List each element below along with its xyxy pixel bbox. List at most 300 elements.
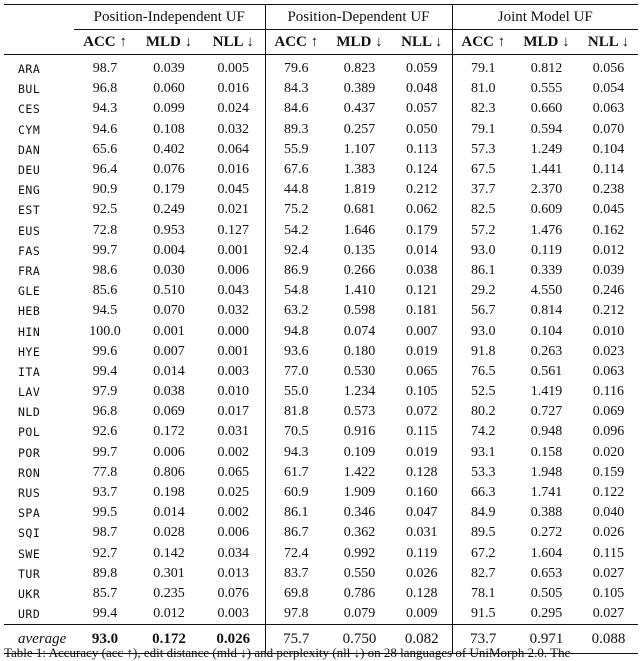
table-row xyxy=(4,120,638,140)
value-cell: 0.000 xyxy=(217,323,249,339)
language-code: FRA xyxy=(18,263,41,278)
value-cell: 0.122 xyxy=(592,485,625,501)
value-cell: 0.437 xyxy=(343,101,376,117)
language-code: ARA xyxy=(18,62,41,77)
value-cell: 0.050 xyxy=(406,121,438,137)
value-cell: 0.006 xyxy=(217,525,249,541)
value-cell: 0.505 xyxy=(530,585,563,601)
value-cell: 98.7 xyxy=(92,525,118,541)
value-cell: 0.530 xyxy=(343,363,376,379)
value-cell: 67.6 xyxy=(265,160,327,180)
value-cell: 0.598 xyxy=(343,303,376,319)
table-body xyxy=(4,55,638,654)
value-cell: 0.814 xyxy=(530,303,563,319)
value-cell: 0.070 xyxy=(592,121,625,137)
value-cell: 0.212 xyxy=(592,303,625,319)
value-cell: 0.105 xyxy=(592,585,625,601)
value-cell: 90.9 xyxy=(92,182,118,198)
value-cell: 0.179 xyxy=(406,222,438,238)
value-cell: 0.026 xyxy=(216,630,251,647)
value-cell: 98.6 xyxy=(92,262,118,278)
language-code: CES xyxy=(18,102,41,117)
value-cell: 0.104 xyxy=(530,323,563,339)
value-cell: 0.806 xyxy=(153,464,185,480)
value-cell: 1.383 xyxy=(343,162,376,178)
value-cell: 73.7 xyxy=(452,625,514,654)
value-cell: 81.8 xyxy=(265,402,327,422)
value-cell: 0.128 xyxy=(406,585,438,601)
metric-header: ACC ↑ xyxy=(265,30,327,55)
value-cell: 0.082 xyxy=(404,630,439,647)
value-cell: 0.609 xyxy=(530,202,563,218)
value-cell: 53.3 xyxy=(452,463,514,483)
language-code: HYE xyxy=(18,344,41,359)
value-cell: 0.032 xyxy=(217,303,249,319)
value-cell: 0.027 xyxy=(592,565,625,581)
language-code: RUS xyxy=(18,486,41,501)
value-cell: 1.819 xyxy=(343,182,376,198)
value-cell: 94.5 xyxy=(92,303,118,319)
value-cell: 0.088 xyxy=(591,630,626,647)
table-row xyxy=(4,564,638,584)
value-cell: 0.119 xyxy=(531,242,562,258)
value-cell: 0.128 xyxy=(406,464,438,480)
value-cell: 0.065 xyxy=(217,464,249,480)
value-cell: 0.069 xyxy=(592,404,625,420)
value-cell: 44.8 xyxy=(265,180,327,200)
value-cell: 1.422 xyxy=(343,464,376,480)
value-cell: 74.2 xyxy=(452,422,514,442)
value-cell: 100.0 xyxy=(89,323,121,339)
value-cell: 0.031 xyxy=(406,525,438,541)
value-cell: 0.013 xyxy=(217,565,249,581)
value-cell: 0.056 xyxy=(592,61,625,77)
value-cell: 0.115 xyxy=(406,424,438,440)
value-cell: 89.8 xyxy=(92,565,118,581)
value-cell: 0.019 xyxy=(406,444,438,460)
value-cell: 0.653 xyxy=(530,565,563,581)
value-cell: 0.108 xyxy=(153,121,185,137)
value-cell: 0.510 xyxy=(153,283,185,299)
value-cell: 75.7 xyxy=(265,625,327,654)
value-cell: 84.6 xyxy=(265,99,327,119)
table-row xyxy=(4,463,638,483)
value-cell: 0.038 xyxy=(153,384,185,400)
language-code: GLE xyxy=(18,284,41,299)
value-cell: 0.104 xyxy=(592,141,625,157)
average-label: average xyxy=(18,630,67,647)
value-cell: 93.0 xyxy=(452,321,514,341)
value-cell: 0.079 xyxy=(343,606,376,622)
value-cell: 82.3 xyxy=(452,99,514,119)
value-cell: 0.339 xyxy=(530,262,563,278)
value-cell: 85.7 xyxy=(92,585,118,601)
value-cell: 86.1 xyxy=(452,261,514,281)
value-cell: 0.063 xyxy=(592,101,625,117)
value-cell: 0.002 xyxy=(217,444,249,460)
value-cell: 0.020 xyxy=(592,444,625,460)
language-code: EUS xyxy=(18,223,41,238)
value-cell: 79.1 xyxy=(452,120,514,140)
value-cell: 81.0 xyxy=(452,79,514,99)
value-cell: 0.026 xyxy=(592,525,625,541)
value-cell: 1.441 xyxy=(530,162,563,178)
value-cell: 0.295 xyxy=(530,606,563,622)
value-cell: 96.4 xyxy=(92,162,118,178)
value-cell: 0.812 xyxy=(530,61,563,77)
value-cell: 0.032 xyxy=(217,121,249,137)
value-cell: 0.017 xyxy=(217,404,249,420)
value-cell: 0.030 xyxy=(153,262,185,278)
value-cell: 65.6 xyxy=(92,141,118,157)
value-cell: 0.045 xyxy=(592,202,625,218)
value-cell: 70.5 xyxy=(265,422,327,442)
value-cell: 1.646 xyxy=(343,222,376,238)
value-cell: 0.001 xyxy=(217,242,249,258)
value-cell: 0.047 xyxy=(406,505,438,521)
value-cell: 0.025 xyxy=(217,485,249,501)
language-code: FAS xyxy=(18,243,41,258)
value-cell: 0.004 xyxy=(153,242,185,258)
value-cell: 0.561 xyxy=(530,363,563,379)
corner-cell xyxy=(4,5,74,30)
group-header: Joint Model UF xyxy=(452,5,638,30)
table-row xyxy=(4,422,638,442)
metric-header: NLL ↓ xyxy=(401,33,443,50)
value-cell: 67.5 xyxy=(452,160,514,180)
value-cell: 0.014 xyxy=(153,363,185,379)
results-table xyxy=(4,4,638,654)
metric-header-row xyxy=(4,30,638,55)
table-row xyxy=(4,241,638,261)
value-cell: 0.198 xyxy=(153,485,185,501)
group-header-row xyxy=(4,5,638,30)
value-cell: 0.012 xyxy=(153,606,185,622)
metric-header: NLL ↓ xyxy=(587,33,630,50)
table-row xyxy=(4,180,638,200)
value-cell: 69.8 xyxy=(265,584,327,604)
value-cell: 91.5 xyxy=(452,604,514,625)
value-cell: 0.109 xyxy=(343,444,376,460)
value-cell: 0.119 xyxy=(406,545,438,561)
value-cell: 75.2 xyxy=(265,200,327,220)
language-code: RON xyxy=(18,465,41,480)
value-cell: 0.573 xyxy=(343,404,376,420)
table-row xyxy=(4,160,638,180)
table-row xyxy=(4,503,638,523)
value-cell: 72.4 xyxy=(265,544,327,564)
value-cell: 0.031 xyxy=(217,424,249,440)
table-row xyxy=(4,584,638,604)
language-code: POR xyxy=(18,445,41,460)
value-cell: 0.750 xyxy=(342,630,377,647)
value-cell: 0.076 xyxy=(217,585,249,601)
value-cell: 1.909 xyxy=(343,485,376,501)
metric-header: ACC ↑ xyxy=(83,33,127,50)
value-cell: 0.115 xyxy=(593,545,624,561)
value-cell: 92.4 xyxy=(265,241,327,261)
value-cell: 0.024 xyxy=(217,101,249,117)
value-cell: 86.1 xyxy=(265,503,327,523)
value-cell: 57.2 xyxy=(452,221,514,241)
value-cell: 0.060 xyxy=(153,81,185,97)
value-cell: 0.594 xyxy=(530,121,563,137)
value-cell: 4.550 xyxy=(530,283,563,299)
value-cell: 0.727 xyxy=(530,404,563,420)
value-cell: 82.7 xyxy=(452,564,514,584)
value-cell: 1.741 xyxy=(530,485,563,501)
value-cell: 0.072 xyxy=(406,404,438,420)
value-cell: 0.063 xyxy=(592,363,625,379)
value-cell: 0.550 xyxy=(343,565,376,581)
language-code: EST xyxy=(18,203,41,218)
value-cell: 1.249 xyxy=(530,141,563,157)
value-cell: 86.7 xyxy=(265,523,327,543)
table-row xyxy=(4,544,638,564)
value-cell: 99.6 xyxy=(92,343,118,359)
value-cell: 29.2 xyxy=(452,281,514,301)
value-cell: 0.786 xyxy=(343,585,376,601)
value-cell: 0.301 xyxy=(153,565,185,581)
value-cell: 0.002 xyxy=(217,505,249,521)
value-cell: 66.3 xyxy=(452,483,514,503)
value-cell: 0.389 xyxy=(343,81,376,97)
value-cell: 0.006 xyxy=(217,262,249,278)
value-cell: 0.034 xyxy=(217,545,249,561)
value-cell: 1.948 xyxy=(530,464,563,480)
value-cell: 0.823 xyxy=(343,61,376,77)
value-cell: 0.971 xyxy=(529,630,564,647)
value-cell: 0.096 xyxy=(592,424,625,440)
metric-header: ACC ↑ xyxy=(452,30,514,55)
value-cell: 0.003 xyxy=(217,606,249,622)
value-cell: 0.006 xyxy=(153,444,185,460)
metric-header: NLL ↓ xyxy=(212,33,254,50)
value-cell: 54.8 xyxy=(265,281,327,301)
value-cell: 1.410 xyxy=(343,283,376,299)
value-cell: 0.158 xyxy=(530,444,563,460)
value-cell: 0.953 xyxy=(153,222,185,238)
value-cell: 0.009 xyxy=(406,606,438,622)
value-cell: 92.7 xyxy=(92,545,118,561)
value-cell: 0.057 xyxy=(406,101,438,117)
value-cell: 0.948 xyxy=(530,424,563,440)
value-cell: 0.249 xyxy=(153,202,185,218)
value-cell: 0.010 xyxy=(217,384,249,400)
value-cell: 0.162 xyxy=(592,222,625,238)
value-cell: 2.370 xyxy=(530,182,563,198)
value-cell: 52.5 xyxy=(452,382,514,402)
value-cell: 94.3 xyxy=(265,443,327,463)
value-cell: 0.246 xyxy=(592,283,625,299)
table-row xyxy=(4,604,638,625)
value-cell: 0.005 xyxy=(217,61,249,77)
value-cell: 0.026 xyxy=(406,565,438,581)
value-cell: 0.916 xyxy=(343,424,376,440)
value-cell: 0.172 xyxy=(153,424,185,440)
value-cell: 0.402 xyxy=(153,141,185,157)
language-code: SWE xyxy=(18,546,41,561)
value-cell: 0.212 xyxy=(406,182,438,198)
value-cell: 0.272 xyxy=(530,525,563,541)
value-cell: 78.1 xyxy=(452,584,514,604)
language-code: CYM xyxy=(18,122,41,137)
value-cell: 80.2 xyxy=(452,402,514,422)
value-cell: 72.8 xyxy=(92,222,118,238)
value-cell: 0.069 xyxy=(153,404,185,420)
value-cell: 0.660 xyxy=(530,101,563,117)
value-cell: 0.019 xyxy=(406,343,438,359)
value-cell: 93.6 xyxy=(265,342,327,362)
value-cell: 0.099 xyxy=(153,101,185,117)
value-cell: 0.238 xyxy=(592,182,625,198)
value-cell: 0.135 xyxy=(343,242,376,258)
value-cell: 96.8 xyxy=(92,404,118,420)
table-row xyxy=(4,382,638,402)
table-row xyxy=(4,99,638,119)
value-cell: 0.062 xyxy=(406,202,438,218)
value-cell: 85.6 xyxy=(92,283,118,299)
value-cell: 0.023 xyxy=(592,343,625,359)
value-cell: 0.045 xyxy=(217,182,249,198)
language-code: HIN xyxy=(18,324,41,339)
value-cell: 0.555 xyxy=(530,81,563,97)
value-cell: 61.7 xyxy=(265,463,327,483)
value-cell: 99.7 xyxy=(92,242,118,258)
table-row xyxy=(4,443,638,463)
value-cell: 0.014 xyxy=(406,242,438,258)
value-cell: 0.142 xyxy=(153,545,185,561)
value-cell: 37.7 xyxy=(452,180,514,200)
value-cell: 0.180 xyxy=(343,343,376,359)
value-cell: 89.3 xyxy=(265,120,327,140)
value-cell: 79.1 xyxy=(452,55,514,80)
value-cell: 92.5 xyxy=(92,202,118,218)
value-cell: 0.012 xyxy=(592,242,625,258)
value-cell: 0.105 xyxy=(406,384,438,400)
table-row xyxy=(4,402,638,422)
value-cell: 0.116 xyxy=(593,384,624,400)
value-cell: 0.266 xyxy=(343,262,376,278)
value-cell: 84.9 xyxy=(452,503,514,523)
group-header: Position-Independent UF xyxy=(74,5,265,30)
value-cell: 1.107 xyxy=(343,141,376,157)
value-cell: 0.235 xyxy=(153,585,185,601)
value-cell: 55.9 xyxy=(265,140,327,160)
value-cell: 56.7 xyxy=(452,301,514,321)
value-cell: 0.681 xyxy=(343,202,376,218)
value-cell: 96.8 xyxy=(92,81,118,97)
value-cell: 89.5 xyxy=(452,523,514,543)
value-cell: 97.8 xyxy=(265,604,327,625)
value-cell: 54.2 xyxy=(265,221,327,241)
value-cell: 0.127 xyxy=(217,222,249,238)
table-caption: Table 1: Accuracy (acc ↑), edit distance (mld ↓) and perplexity (nll ↓) on 28 languages of UniMorph 2.0. The xyxy=(4,645,571,660)
table-row xyxy=(4,261,638,281)
value-cell: 99.5 xyxy=(92,505,118,521)
value-cell: 97.9 xyxy=(92,384,118,400)
language-code: SQI xyxy=(18,526,41,541)
value-cell: 0.016 xyxy=(217,162,249,178)
value-cell: 77.8 xyxy=(92,464,118,480)
table-row xyxy=(4,79,638,99)
value-cell: 1.419 xyxy=(530,384,563,400)
value-cell: 83.7 xyxy=(265,564,327,584)
value-cell: 0.346 xyxy=(343,505,376,521)
value-cell: 0.003 xyxy=(217,363,249,379)
value-cell: 0.181 xyxy=(406,303,438,319)
value-cell: 0.159 xyxy=(592,464,625,480)
value-cell: 57.3 xyxy=(452,140,514,160)
table-row xyxy=(4,301,638,321)
value-cell: 76.5 xyxy=(452,362,514,382)
value-cell: 92.6 xyxy=(92,424,118,440)
value-cell: 0.059 xyxy=(406,61,438,77)
value-cell: 0.172 xyxy=(152,630,186,647)
language-code: URD xyxy=(18,607,41,622)
value-cell: 0.070 xyxy=(153,303,185,319)
value-cell: 0.014 xyxy=(153,505,185,521)
value-cell: 91.8 xyxy=(452,342,514,362)
value-cell: 93.7 xyxy=(92,485,118,501)
table-row xyxy=(4,321,638,341)
value-cell: 99.4 xyxy=(92,606,118,622)
value-cell: 79.6 xyxy=(265,55,327,80)
table-row xyxy=(4,362,638,382)
value-cell: 0.016 xyxy=(217,81,249,97)
value-cell: 0.038 xyxy=(406,262,438,278)
value-cell: 77.0 xyxy=(265,362,327,382)
value-cell: 55.0 xyxy=(265,382,327,402)
value-cell: 93.0 xyxy=(91,630,119,647)
value-cell: 0.001 xyxy=(217,343,249,359)
value-cell: 0.257 xyxy=(343,121,376,137)
table-row xyxy=(4,140,638,160)
value-cell: 0.124 xyxy=(406,162,438,178)
language-code: ENG xyxy=(18,183,41,198)
value-cell: 0.010 xyxy=(592,323,625,339)
language-code: DAN xyxy=(18,142,41,157)
value-cell: 94.6 xyxy=(92,121,118,137)
value-cell: 86.9 xyxy=(265,261,327,281)
value-cell: 99.7 xyxy=(92,444,118,460)
corner-cell xyxy=(4,30,74,55)
metric-header: MLD ↓ xyxy=(145,33,193,50)
value-cell: 0.121 xyxy=(406,283,438,299)
language-code: ITA xyxy=(18,364,41,379)
table-row xyxy=(4,483,638,503)
language-code: HEB xyxy=(18,304,41,319)
value-cell: 0.043 xyxy=(217,283,249,299)
value-cell: 94.3 xyxy=(92,101,118,117)
group-header: Position-Dependent UF xyxy=(265,5,452,30)
value-cell: 0.362 xyxy=(343,525,376,541)
value-cell: 0.007 xyxy=(153,343,185,359)
value-cell: 98.7 xyxy=(92,61,118,77)
metric-header: MLD ↓ xyxy=(336,33,383,50)
value-cell: 0.114 xyxy=(593,162,624,178)
value-cell: 93.0 xyxy=(452,241,514,261)
value-cell: 1.234 xyxy=(343,384,376,400)
value-cell: 0.992 xyxy=(343,545,376,561)
value-cell: 63.2 xyxy=(265,301,327,321)
language-code: LAV xyxy=(18,385,41,400)
metric-header: MLD ↓ xyxy=(523,33,570,50)
value-cell: 0.027 xyxy=(592,606,625,622)
value-cell: 0.001 xyxy=(153,323,185,339)
value-cell: 0.054 xyxy=(592,81,625,97)
table-row xyxy=(4,200,638,220)
